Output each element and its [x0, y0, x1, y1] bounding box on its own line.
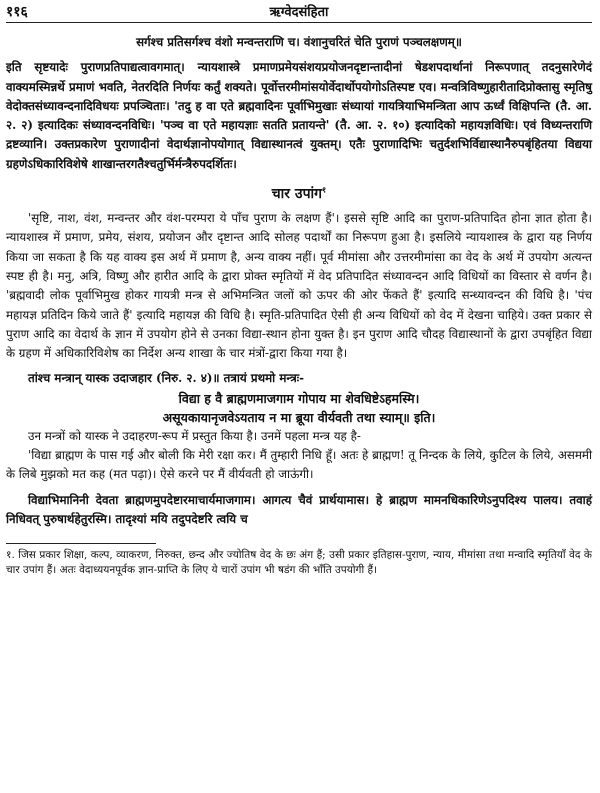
- sanskrit-commentary-paragraph: इति सृष्टयादेः पुराणप्रतिपाद्यत्वावगमात्। न्यायशास्त्रे प्रमाणप्रमेयसंशयप्रयोजनदृष्टान्तादीनां षेडशपदार्थानां निरूपणात् तदनुसारेणेदं वाक्यमस्मिन्नर्थे प्रमाणं भवति, नेतरदिति निर्णयः कर्तुं शक्यते। पूर्वोत्तरमीमांसयोर्वेदार्थोपयोगोऽतिस्पष्ट एव। मन्वत्रिविष्णुहारीतादिप्रोक्तासु स्मृतिषु वेदोक्तसंध्यावन्दनादिविधयः प्रपञ्चिताः। 'तदु ह वा एते ब्रह्मवादिनः पूर्वाभिमुखाः संध्यायां गायत्रियाभिमन्त्रिता आप ऊर्ध्वं विक्षिपन्ति (तै. आ. २. २) इत्यादिकः संध्यावन्दनविधिः। 'पञ्च वा एते महायज्ञाः सतति प्रतायन्ते' (तै. आ. २. १०) इत्यादिको महायज्ञविधिः। एवं विध्यन्तराणि द्रष्टव्यानि। उक्तप्रकारेण पुराणादीनां वेदार्थज्ञानोपयोगात् विद्यास्थानत्वं युक्तम्। एतैः पुराणादिभिः चतुर्दशभिर्विद्यास्थानैरुपबृंहितया विद्यया ग्रहणेऽधिकारिविशेषे शाखान्तरगतैश्चतुर्भिर्मन्त्रैरुपदर्शितः।: [6, 60, 592, 171]
- hindi-mantra-translation: 'विद्या ब्राह्मण के पास गई और बोली कि मेरी रक्षा कर। मैं तुम्हारी निधि हूँ। अतः हे ब्राह्मण! तू निन्दक के लिये, कुटिल के लिये, असममी के लिबे मुझको मत कह (मत पढ़ा)। ऐसे करने पर मैं वीर्यवती हो जाऊंगी।: [6, 448, 592, 482]
- page-header: [6, 0, 592, 23]
- hindi-mantra-intro: उन मन्त्रों को यास्क ने उदाहरण-रूप में प्रस्तुत किया है। उनमें पहला मन्त्र यह है-: [28, 428, 361, 443]
- section-heading-text: चार उपांग: [271, 186, 323, 203]
- hindi-translation-paragraph: 'सृष्टि, नाश, वंश, मन्वन्तर और वंश-परम्परा ये पाँच पुराण के लक्षण हैं'। इससे सृष्टि आदि का पुराण-प्रतिपादित होना ज्ञात होता है। न्यायशास्त्र में प्रमाण, प्रमेय, संशय, प्रयोजन और दृष्टान्त आदि सोलह पदार्थों का निरूपण हुआ है। इसलिये न्यायशास्त्र के द्वारा यह निर्णय किया जा सकता है कि यह वाक्य इस अर्थ में प्रमाण है, अन्य वाक्य नहीं। पूर्व मीमांसा और उत्तरमीमांसा का वेद के अर्थ में उपयोग अत्यन्त स्पष्ट ही है। मनु, अत्रि, विष्णु और हारीत आदि के द्वारा प्रोक्त स्मृतियों में वेद प्रतिपादित संध्यावन्दन आदि विधियों का विस्तार से वर्णन है। 'ब्रह्मवादी लोक पूर्वाभिमुख होकर गायत्री मन्त्र से अभिमन्त्रित जलों को ऊपर की ओर फेंकते हैं' इत्यादि सन्ध्यावन्दन की विधि है। 'पंच महायज्ञ प्रतिदिन किये जाते हैं' इत्यादि महायज्ञ की विधि है। स्मृति-प्रतिपादित ऐसी ही अन्य विधियों को वेद में देखना चाहिये। उक्त प्रकार से पुराण आदि का वेदार्थ के ज्ञान में उपयोग होने से उनका विद्या-स्थान होना युक्त है। इन पुराण आदि चौदह विद्यास्थानों के द्वारा उपबृंहित विद्या के ग्रहण में अधिकारिविशेष का निर्देश अन्य शाखा के चार मंत्रों-द्वारा किया गया है।: [6, 211, 592, 361]
- sanskrit-verse-pancalakshana: सर्गश्च प्रतिसर्गश्च वंशो मन्वन्तराणि च। वंशानुचरितं चेति पुराणं पञ्चलक्षणम्॥: [136, 35, 462, 49]
- section-heading: [6, 184, 592, 203]
- sanskrit-mantra-intro: तांश्च मन्त्रान् यास्क उदाजहार (निरु. २. ४)॥ तत्रायं प्रथमो मन्त्रः-: [28, 371, 305, 386]
- footnote: १. जिस प्रकार शिक्षा, कल्प, व्याकरण, निरुक्त, छन्द और ज्योतिष वेद के छः अंग हैं; उसी प्रकार इतिहास-पुराण, न्याय, मीमांसा तथा मन्वादि स्मृतियाँ वेद के चार उपांग हैं। अतः वेदाध्ययनपूर्वक ज्ञान-प्राप्ति के लिए ये चारों उपांग भी षडंग की भाँति उपयोगी हैं।: [6, 549, 592, 577]
- mantra-verse-line-2: असूयकायानृजवेऽयताय न मा ब्रूया वीर्यवती तथा स्याम्॥ इति।: [162, 409, 436, 425]
- sanskrit-commentary-continued: विद्याभिमानिनी देवता ब्राह्मणमुपदेष्टारमाचार्यमाजगाम। आगत्य चैवं प्रार्थयामास। हे ब्राह्मण मामनधिकारिणेऽनुपदिश्य पालय। तवाहं निधिवत् पुरुषार्थहेतुरस्मि। तादृश्यां मयि तदुपदेष्टरि त्वयि च: [6, 492, 592, 526]
- page-number: ११६: [6, 4, 28, 20]
- running-title: ऋग्वेदसंहिता: [269, 5, 329, 20]
- heading-footnote-mark: १: [322, 184, 327, 195]
- mantra-verse-line-1: विद्या ह वै ब्राह्मणमाजगाम गोपाय मा शेवधिष्टेऽहमस्मि।: [178, 390, 420, 406]
- footnote-divider: [6, 543, 156, 544]
